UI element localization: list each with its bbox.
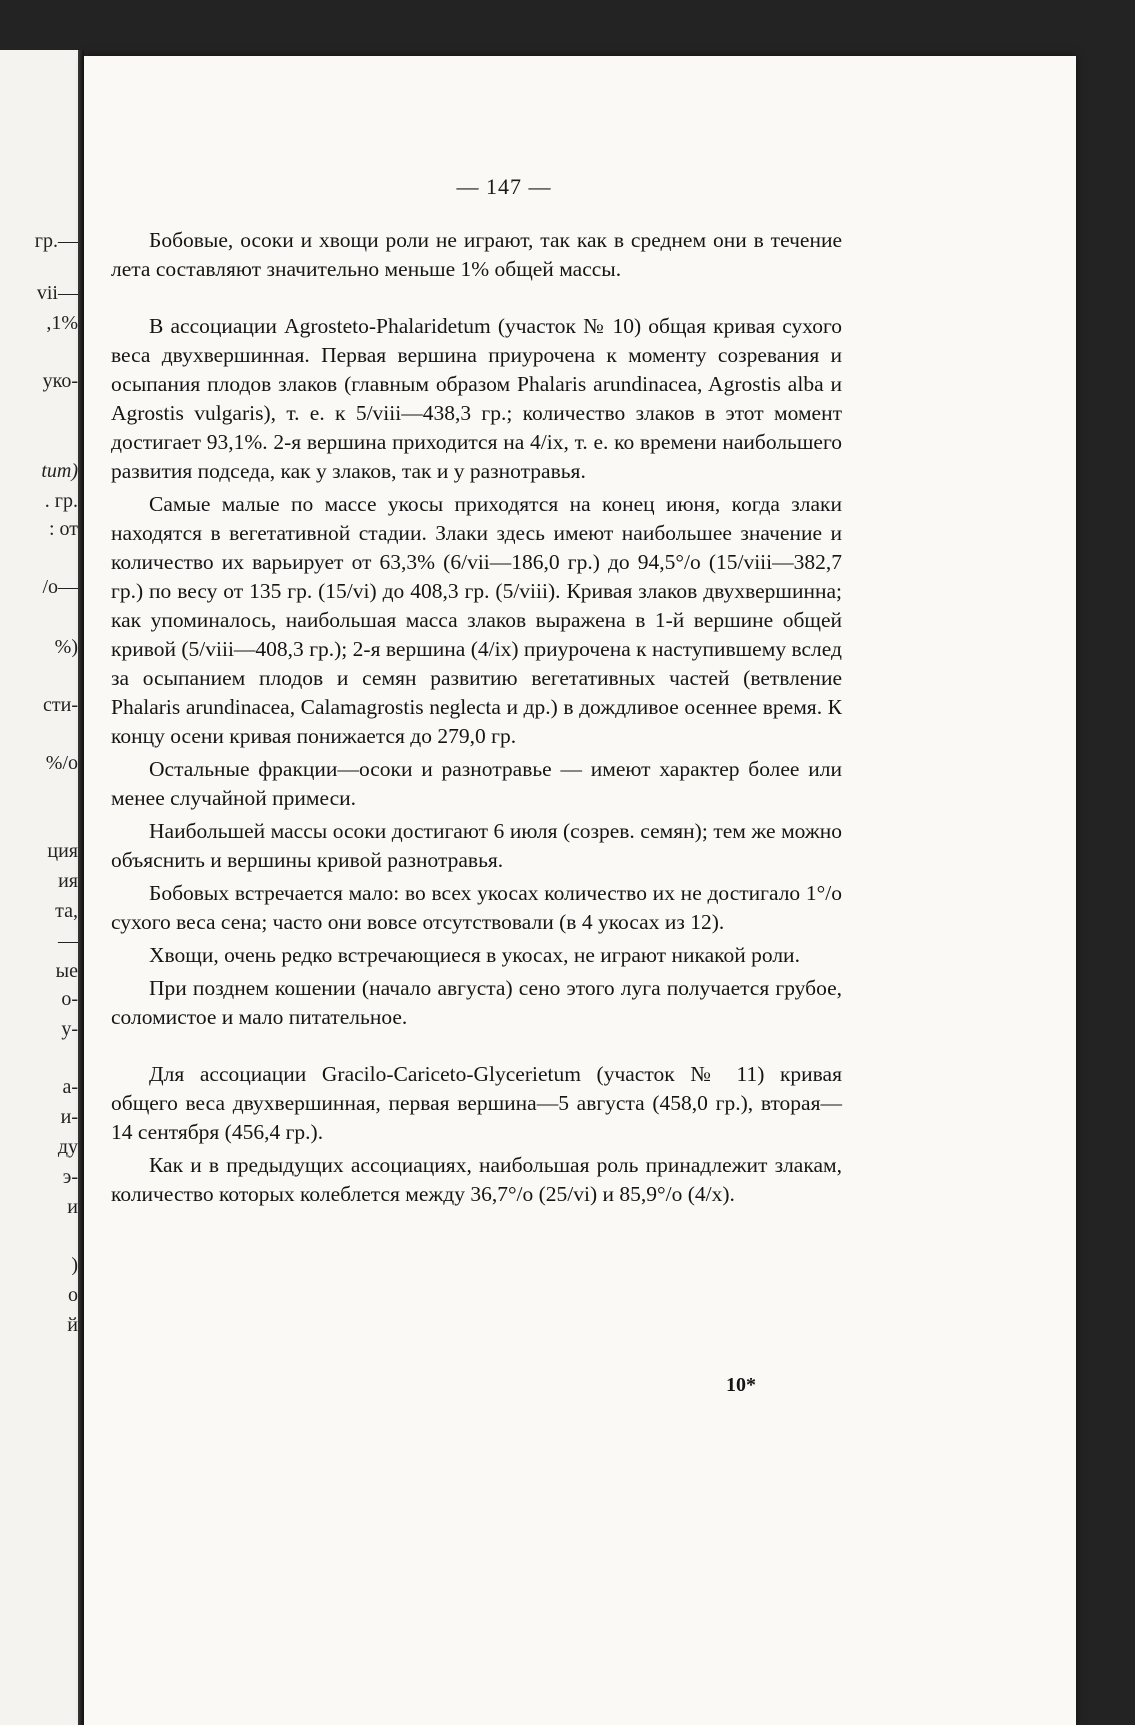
paragraph: В ассоциации Agrosteto-Phalaridetum (участок № 10) общая кривая сухого веса двухвершинная. Первая вершина приурочена к моменту созревания и осыпания плодов злаков (главным образом Phalaris arundinacea, Agrostis alba и Agrostis vulgaris), т. е. к 5/viii—438,3 гр.; количество злаков в этот момент достигает 93,1%. 2-я вершина приходится на 4/ix, т. е. ко времени наибольшего развития подседа, как у злаков, так и у разнотравья. (111, 314, 842, 483)
facing-page-fragment: : от (48, 518, 78, 540)
facing-page-fragment: ду (57, 1136, 78, 1158)
paragraph: Для ассоциации Gracilo-Cariceto-Glycerietum (участок № 11) кривая общего веса двухвершинная, первая вершина—5 августа (458,0 гр.), вторая—14 сентября (456,4 гр.). (111, 1062, 842, 1144)
facing-page-fragment: э- (62, 1166, 78, 1188)
paragraph: Наибольшей массы осоки достигают 6 июля (созрев. семян); тем же можно объяснить и вершины кривой разнотравья. (111, 819, 842, 872)
facing-page-fragment: %/о (45, 752, 78, 774)
facing-page-fragment: и (67, 1196, 78, 1218)
facing-page-fragment: у- (61, 1018, 78, 1040)
page-body (111, 226, 842, 1209)
facing-page-fragment: /о— (42, 576, 78, 598)
facing-page-edge (0, 50, 82, 1725)
facing-page-fragment: ,1% (46, 312, 78, 334)
facing-page-fragment: ия (58, 870, 78, 892)
facing-page-fragment: ые (55, 960, 78, 982)
paragraph: Самые малые по массе укосы приходятся на конец июня, когда злаки находятся в вегетативной стадии. Злаки здесь имеют наибольшее значение и количество их варьирует от 63,3% (6/vii—186,0 гр.) до 94,5°/о (15/viii—382,7 гр.) по весу от 135 гр. (15/vi) до 408,3 гр. (5/viii). Кривая злаков двухвершинна; как упоминалось, наибольшая масса злаков выражена в 1-й вершине общей кривой (5/viii—408,3 гр.); 2-я вершина (4/ix) приурочена к наступившему вслед за осыпанием плодов и семян развитию вегетативных частей (ветвление Phalaris arundinacea, Calamagrostis neglecta и др.) в дождливое осеннее время. К концу осени кривая понижается до 279,0 гр. (111, 492, 842, 748)
page-number: — 147 — (456, 174, 552, 199)
facing-page-fragment: — (58, 930, 78, 952)
facing-page-fragment: й (67, 1314, 78, 1336)
paragraph: Как и в предыдущих ассоциациях, наибольшая роль принадлежит злакам, количество которых колеблется между 36,7°/о (25/vi) и 85,9°/о (4/x). (111, 1153, 842, 1206)
facing-page-fragment: сти- (43, 694, 78, 716)
facing-page-fragment: уко- (42, 370, 78, 392)
facing-page-fragment: а- (62, 1076, 78, 1098)
facing-page-fragment: ) (71, 1254, 78, 1276)
facing-page-fragment: о- (61, 988, 78, 1010)
facing-page-fragment: гр.— (34, 230, 78, 252)
facing-page-fragment: о (68, 1284, 78, 1306)
facing-page-fragment: %) (54, 636, 78, 658)
paragraph: При позднем кошении (начало августа) сено этого луга получается грубое, соломистое и мало питательное. (111, 976, 842, 1029)
facing-page-fragment: та, (55, 900, 78, 922)
paragraph: Бобовые, осоки и хвощи роли не играют, так как в среднем они в течение лета составляют значительно меньше 1% общей массы. (111, 228, 842, 281)
facing-page-fragment: ция (47, 840, 78, 862)
paragraph: Хвощи, очень редко встречающиеся в укосах, не играют никакой роли. (149, 943, 800, 967)
paragraph: Бобовых встречается мало: во всех укосах количество их не достигало 1°/о сухого веса сена; часто они вовсе отсутствовали (в 4 укосах из 12). (111, 881, 842, 934)
facing-page-fragment: vii— (36, 282, 78, 304)
signature-mark: 10* (726, 1374, 756, 1396)
book-page (84, 56, 1076, 1725)
facing-page-fragment: tum) (41, 460, 78, 482)
facing-page-fragment: . гр. (44, 490, 78, 512)
paragraph: Остальные фракции—осоки и разнотравье — имеют характер более или менее случайной примеси. (111, 757, 842, 810)
facing-page-fragment: и- (60, 1106, 78, 1128)
